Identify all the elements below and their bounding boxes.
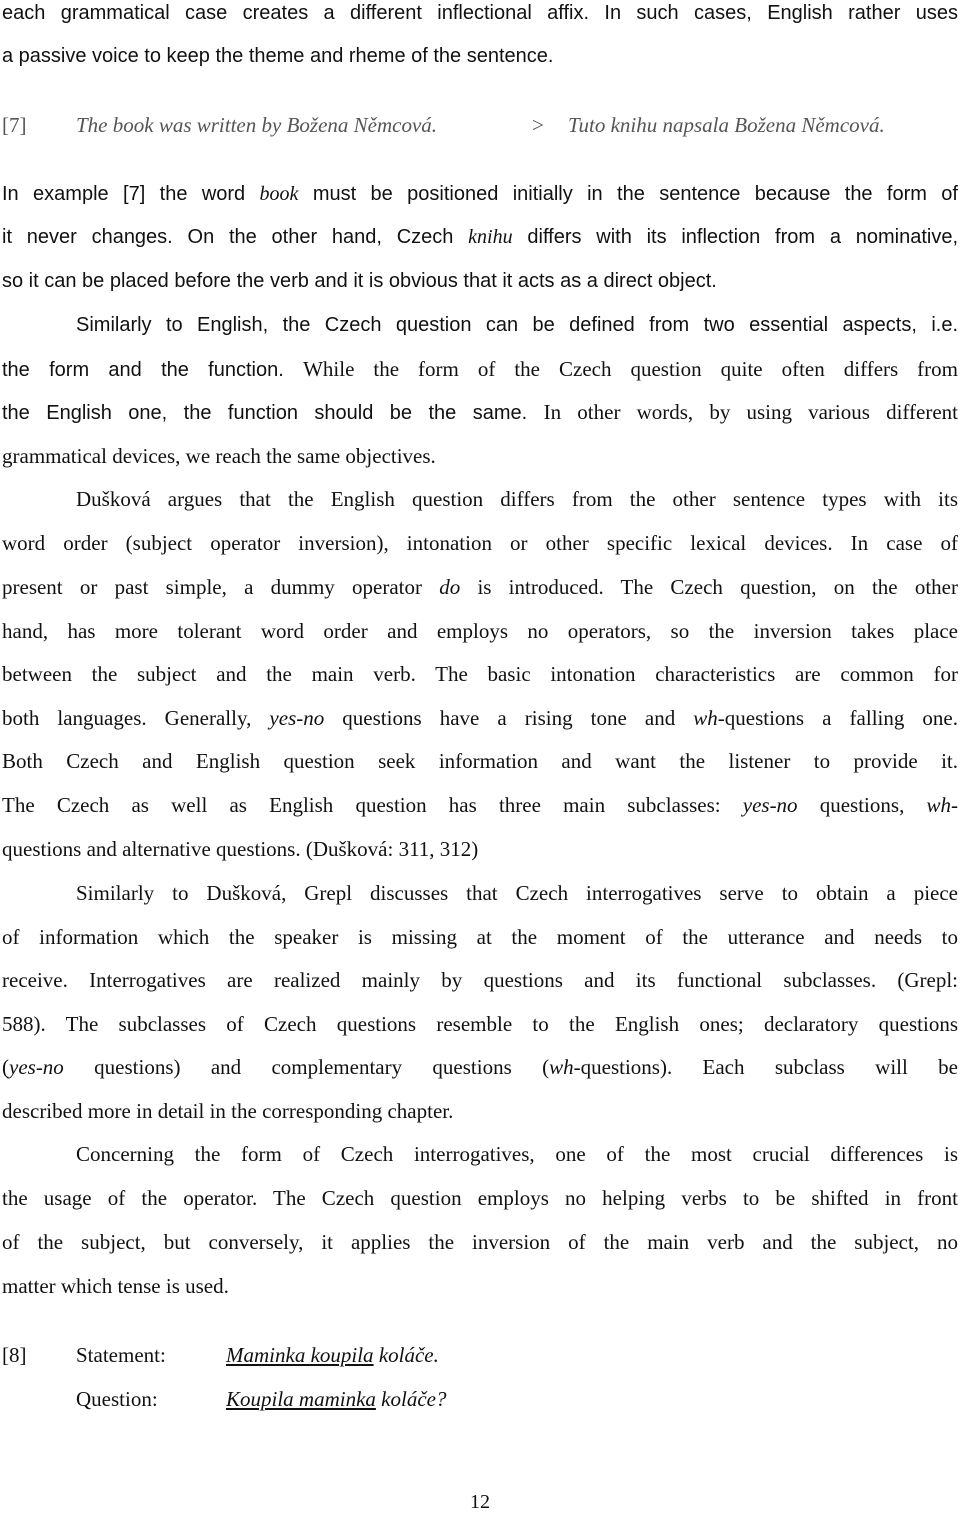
text-span: it never changes. [2,226,188,248]
text-span: In example [7] the word [2,183,260,205]
text-span: Similarly to Dušková, Grepl discusses that Czech interrogatives serve to obtain a piece [76,881,958,905]
text-line [2,1229,958,1255]
text-span: On the other hand, Czech [187,226,469,248]
italic-term: do [439,575,461,599]
text-span: While the form of the Czech question quite often differs from [303,357,958,381]
text-span: koláče? [375,1387,447,1411]
text-line [2,967,958,993]
underlined-phrase: Maminka koupila [226,1343,374,1367]
text-span: described more in detail in the corresponding chapter. [2,1099,454,1123]
text-line [76,880,958,906]
text-line [2,1054,958,1080]
text-line [2,0,958,26]
text-span: Similarly to English, the Czech question can be defined from two essential aspects, i.e. [76,314,958,336]
text-span: matter which tense is used. [2,1274,229,1298]
text-span: 588). The subclasses of Czech questions resemble to the English ones; declaratory questions [2,1012,958,1036]
italic-term: book [259,183,299,205]
text-line [2,748,958,774]
text-span: is introduced. The Czech question, on the other [460,575,959,599]
text-span: the usage of the operator. The Czech question employs no helping verbs to be shifted in front [2,1186,958,1210]
text-line [2,924,958,950]
text-line [2,1098,958,1124]
text-span: of information which the speaker is missing at the moment of the utterance and needs to [2,925,958,949]
text-line [2,1011,958,1037]
text-line [2,618,958,644]
italic-term: wh [549,1055,574,1079]
text-span: the form and the function. [2,359,304,381]
text-span: questions, [797,793,927,817]
text-span: Dušková argues that the English question differs from the other sentence types with its [76,487,958,511]
document-page [2,0,958,1515]
text-line [76,486,958,512]
text-line [2,661,958,687]
underlined-phrase: Koupila maminka [226,1387,376,1411]
text-span: a passive voice to keep the theme and rheme of the sentence. [2,45,554,67]
text-span: koláče. [373,1343,439,1367]
italic-term: wh [693,706,718,730]
text-span: questions) and complementary questions ( [63,1055,550,1079]
text-span: must be positioned initially in the sentence because the form of [298,183,958,205]
text-line [2,399,958,426]
example-sentence [226,1342,439,1368]
text-span: Both Czech and English question seek information and want the listener to provide it. [2,749,958,773]
text-line [2,705,958,731]
text-span: -questions a falling one. [717,706,958,730]
italic-term: knihu [468,226,513,248]
example-czech: Tuto knihu napsala Božena Němcová. [568,113,885,137]
text-line [2,792,958,818]
text-span: of the subject, but conversely, it applies the inversion of the main verb and the subject, no [2,1230,958,1254]
example-number: [7] [2,113,27,137]
italic-term: yes-no [742,793,798,817]
text-line [2,356,958,383]
text-span: The Czech as well as English question has three main subclasses: [2,793,743,817]
text-line [2,1273,958,1299]
text-span: questions have a rising tone and [324,706,694,730]
text-span: the English one, the function should be the same. [2,402,544,424]
italic-term: yes-no [9,1055,64,1079]
text-line [2,1185,958,1211]
text-span: so it can be placed before the verb and it is obvious that it acts as a direct object. [2,270,717,292]
text-line [2,443,958,469]
text-line [2,836,958,862]
text-line [2,574,958,600]
text-line [2,530,958,556]
text-span: Concerning the form of Czech interrogatives, one of the most crucial differences is [76,1142,958,1166]
text-span: between the subject and the main verb. The basic intonation characteristics are common for [2,662,958,686]
example-label: Question: [76,1387,158,1411]
example-english: The book was written by Božena Němcová. [76,113,438,137]
italic-term: yes-no [269,706,325,730]
text-line [2,43,958,69]
example-label: Statement: [76,1343,166,1367]
example-arrow: > [532,113,544,137]
page-number: 12 [470,1491,490,1513]
text-span: each grammatical case creates a different inflectional affix. In such cases, English rather uses [2,2,958,24]
text-line [76,1141,958,1167]
example-sentence [226,1386,446,1412]
text-span: In other words, by using various different [543,400,958,424]
text-line [2,268,958,294]
text-span: questions and alternative questions. (Dušková: 311, 312) [2,837,479,861]
text-span: word order (subject operator inversion), intonation or other specific lexical devices. In case of [2,531,958,555]
text-span: -questions). Each subclass will be [573,1055,959,1079]
example-number: [8] [2,1343,27,1367]
text-line [76,312,958,338]
text-span: ( [2,1055,9,1079]
text-line [2,181,958,207]
text-span: present or past simple, a dummy operator [2,575,440,599]
text-line [2,224,958,250]
text-span: both languages. Generally, [2,706,270,730]
text-span: receive. Interrogatives are realized mainly by questions and its functional subclasses. (Grepl: [2,968,958,992]
text-span: hand, has more tolerant word order and employs no operators, so the inversion takes place [2,619,958,643]
text-span: differs with its inflection from a nominative, [512,226,958,248]
italic-term: wh- [926,793,958,817]
text-span: grammatical devices, we reach the same objectives. [2,444,436,468]
